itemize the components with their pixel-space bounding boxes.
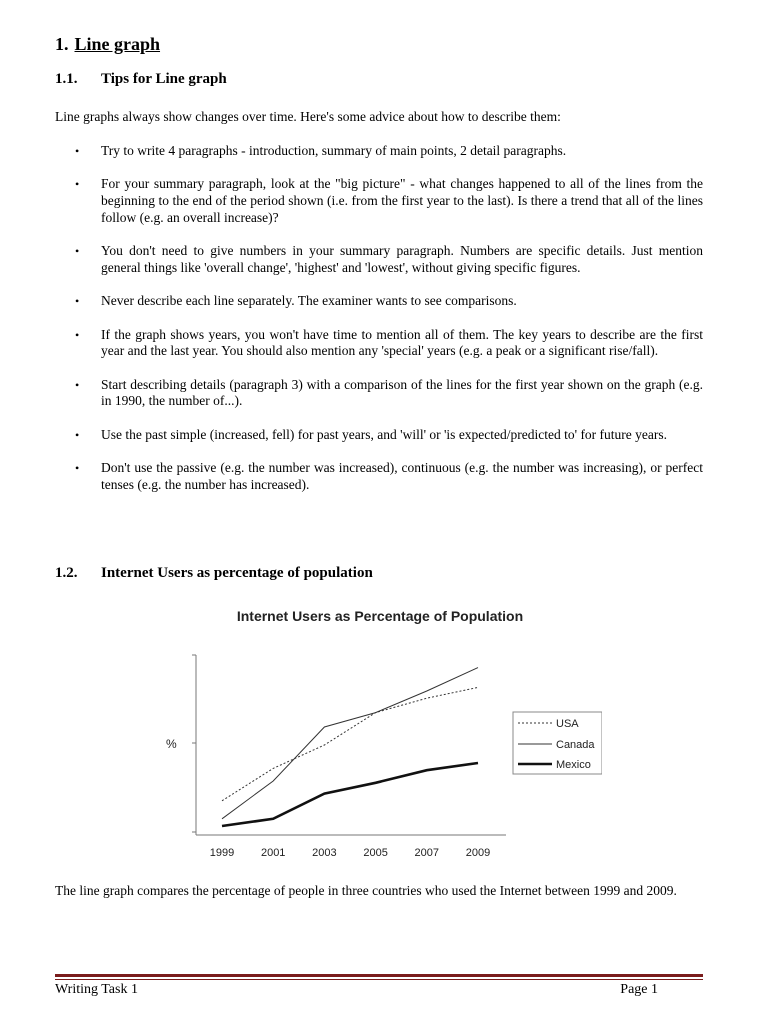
page-number: Page 1 bbox=[620, 982, 658, 997]
section-title: Internet Users as percentage of population bbox=[101, 565, 373, 581]
footer-rule-thin bbox=[55, 979, 703, 980]
legend-label-usa: USA bbox=[556, 718, 579, 730]
tips-list bbox=[55, 143, 703, 510]
list-item: • For your summary paragraph, look at the "big picture" - what changes happened to all of the lines from the beginning to the end of the period shown (i.e. from the first year to the last). Is there a trend that all of the lines follow (e.g. an overall increase)? bbox=[55, 176, 703, 226]
line-chart bbox=[160, 600, 602, 865]
section-heading-tips bbox=[55, 71, 227, 88]
legend-label-canada: Canada bbox=[556, 739, 595, 751]
series-line-mexico bbox=[222, 763, 478, 826]
chart-title: Internet Users as Percentage of Population bbox=[236, 608, 524, 624]
heading-title: Line graph bbox=[74, 34, 161, 54]
footer-title: Writing Task 1 bbox=[55, 982, 138, 997]
x-tick-label: 2001 bbox=[260, 847, 286, 859]
chart-svg bbox=[160, 600, 602, 865]
series-line-usa bbox=[222, 687, 478, 800]
list-item: • Don't use the passive (e.g. the number was increased), continuous (e.g. the number was increasing), or perfect tenses (e.g. the number has increased). bbox=[55, 460, 703, 494]
x-tick-label: 2005 bbox=[363, 847, 388, 859]
list-item: • Start describing details (paragraph 3) with a comparison of the lines for the first year shown on the graph (e.g. in 1990, the number of...). bbox=[55, 377, 703, 411]
list-item: • Use the past simple (increased, fell) for past years, and 'will' or 'is expected/predicted to' for future years. bbox=[55, 427, 703, 444]
page-heading bbox=[55, 34, 160, 55]
section-number: 1.2. bbox=[55, 565, 78, 581]
conclusion-paragraph: The line graph compares the percentage of people in three countries who used the Internet between 1999 and 2009. bbox=[55, 883, 677, 898]
heading-number: 1. bbox=[55, 34, 69, 54]
section-title: Tips for Line graph bbox=[101, 71, 227, 87]
legend bbox=[513, 712, 602, 774]
x-tick-label: 2009 bbox=[465, 847, 491, 859]
x-ticks bbox=[210, 847, 490, 859]
list-item: • You don't need to give numbers in your summary paragraph. Numbers are specific details. Just mention general things like 'overall change', 'highest' and 'lowest', without giving specific figures. bbox=[55, 243, 703, 277]
series-lines bbox=[222, 668, 478, 826]
x-tick-label: 2007 bbox=[414, 847, 440, 859]
footer-rule bbox=[55, 974, 703, 977]
list-item: • If the graph shows years, you won't have time to mention all of them. The key years to describe are the first year and the last year. You should also mention any 'special' years (e.g. a peak or a significant rise/fall). bbox=[55, 327, 703, 361]
x-tick-label: 2003 bbox=[312, 847, 337, 859]
y-axis-label: % bbox=[166, 737, 177, 751]
series-line-canada bbox=[222, 668, 478, 819]
section-heading-internet bbox=[55, 565, 373, 582]
list-item: • Never describe each line separately. The examiner wants to see comparisons. bbox=[55, 293, 703, 310]
section-number: 1.1. bbox=[55, 71, 78, 87]
list-item: • Try to write 4 paragraphs - introduction, summary of main points, 2 detail paragraphs. bbox=[55, 143, 703, 160]
legend-label-mexico: Mexico bbox=[556, 759, 591, 771]
intro-paragraph: Line graphs always show changes over time. Here's some advice about how to describe them: bbox=[55, 109, 561, 124]
x-tick-label: 1999 bbox=[209, 847, 235, 859]
